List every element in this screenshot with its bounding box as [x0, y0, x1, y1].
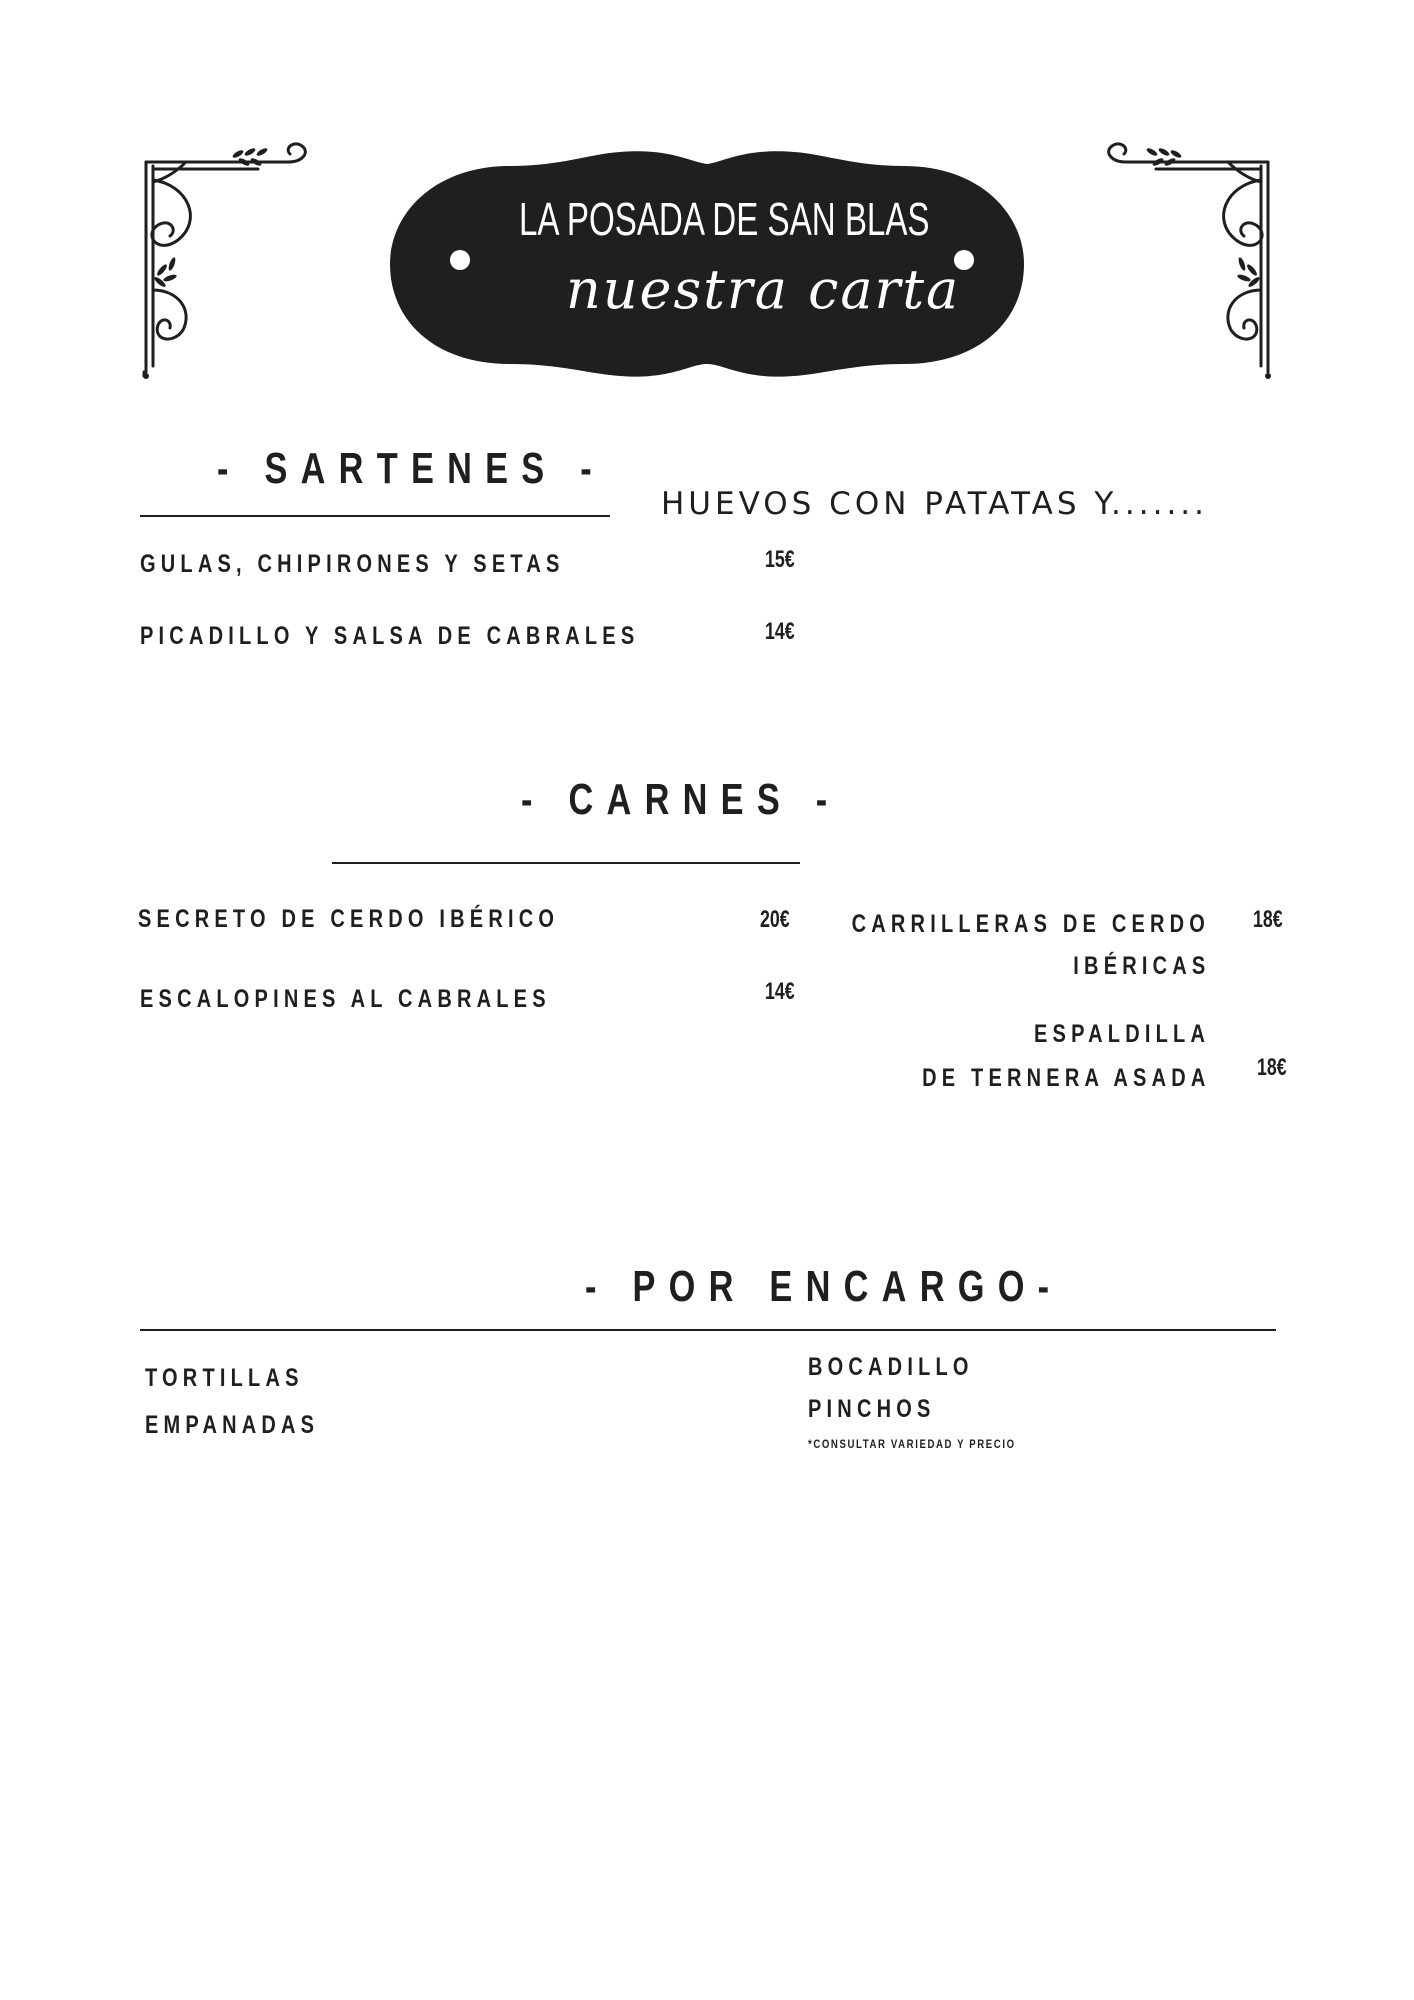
menu-item-name-continued: IBÉRICAS [1072, 952, 1210, 980]
badge-dot-left [450, 250, 470, 270]
menu-item-price: 20€ [760, 906, 790, 933]
menu-item-price: 18€ [1253, 906, 1283, 933]
divider-sartenes [140, 515, 610, 517]
consult-note: *CONSULTAR VARIEDAD Y PRECIO [808, 1437, 1016, 1451]
list-item: BOCADILLO [808, 1353, 974, 1381]
menu-item-price: 15€ [765, 546, 795, 573]
section-title-carnes: - CARNES - [521, 775, 841, 824]
menu-item-price: 14€ [765, 618, 795, 645]
divider-por-encargo [140, 1329, 1276, 1331]
menu-item-name: GULAS, CHIPIRONES Y SETAS [140, 550, 565, 578]
restaurant-name: LA POSADA DE SAN BLAS [519, 193, 930, 245]
menu-item-name-continued: DE TERNERA ASADA [921, 1064, 1210, 1092]
section-title-por-encargo: - POR ENCARGO- [585, 1262, 1063, 1311]
corner-ornament-left [138, 140, 318, 380]
menu-item-price: 14€ [765, 978, 795, 1005]
menu-item-name: ESPALDILLA [1033, 1020, 1210, 1048]
divider-carnes [332, 862, 800, 864]
sartenes-intro: HUEVOS CON PATATAS Y....... [661, 486, 1209, 522]
menu-item-price: 18€ [1257, 1054, 1287, 1081]
list-item: TORTILLAS [145, 1364, 304, 1392]
menu-subtitle: nuestra carta [566, 258, 961, 321]
corner-ornament-right [1096, 140, 1276, 380]
section-title-sartenes: - SARTENES - [217, 444, 605, 493]
list-item: PINCHOS [808, 1395, 936, 1423]
menu-item-name: CARRILLERAS DE CERDO [851, 910, 1210, 938]
menu-item-name: PICADILLO Y SALSA DE CABRALES [140, 622, 640, 650]
menu-item-name: SECRETO DE CERDO IBÉRICO [138, 905, 560, 933]
menu-item-name: ESCALOPINES AL CABRALES [140, 985, 551, 1013]
list-item: EMPANADAS [145, 1411, 320, 1439]
